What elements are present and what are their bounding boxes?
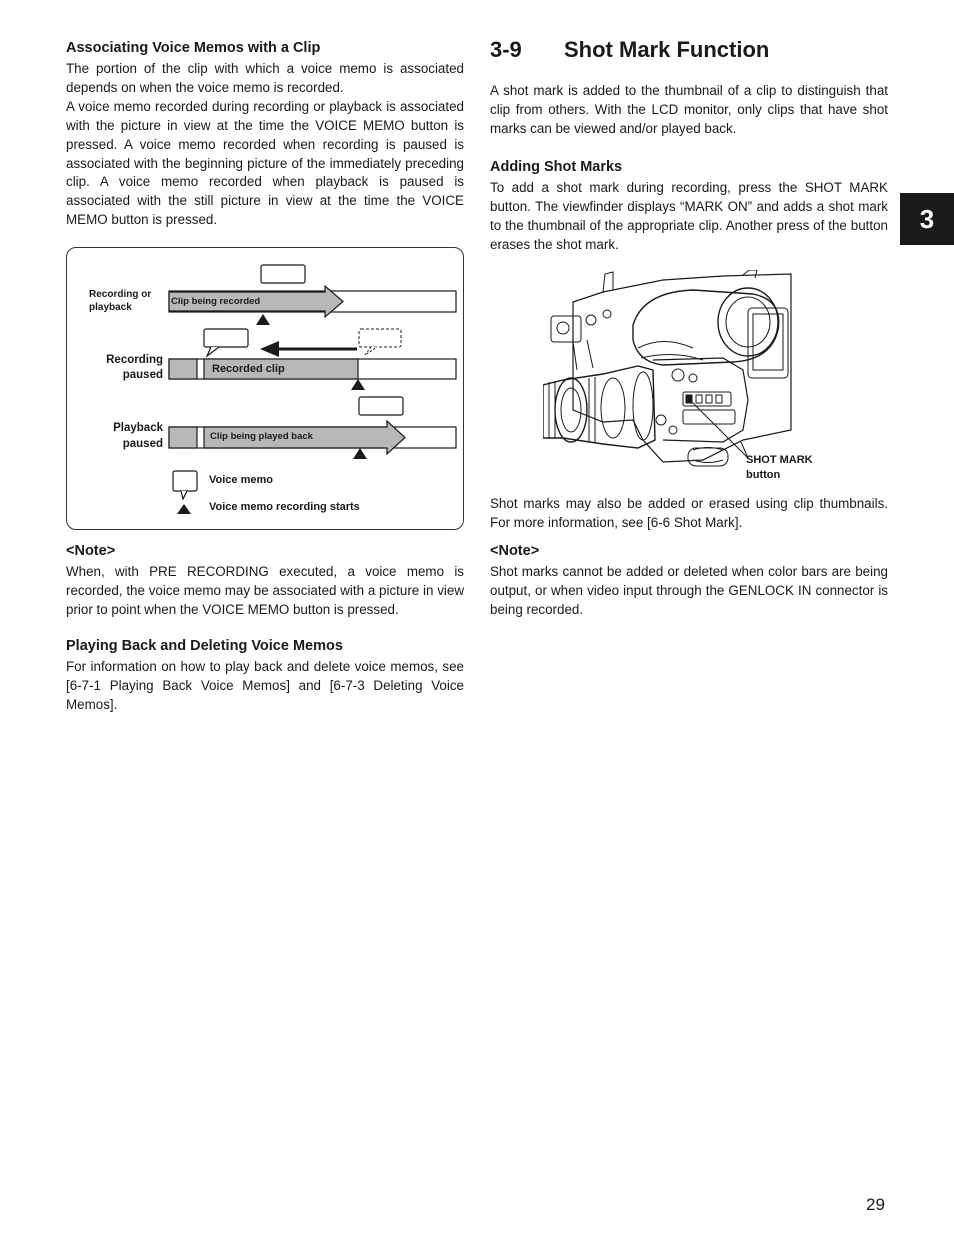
heading-associating: Associating Voice Memos with a Clip: [66, 40, 321, 56]
section-title: [490, 37, 888, 63]
section-title-text: Shot Mark Function: [564, 37, 770, 62]
page-number: 29: [866, 1195, 885, 1214]
row3-prev-clip: [169, 427, 197, 448]
row1-label-b: playback: [89, 302, 132, 313]
row2-back-arrow-head: [260, 341, 279, 357]
para-playback: For information on how to play back and delete voice memos, see [6-7-1 Playing Back Voice Memos] and [6-7-3 Deleting Voice Memos].: [66, 659, 464, 712]
row3-label-a: Playback: [113, 422, 163, 434]
note-heading-right: <Note>: [490, 543, 540, 559]
chapter-tab: 3: [900, 193, 954, 245]
callout-line-1: SHOT MARK: [746, 454, 813, 466]
legend-start-label: Voice memo recording starts: [209, 501, 360, 513]
row2-bar-label: Recorded clip: [212, 363, 285, 375]
row1-start-marker: [256, 314, 270, 325]
note-heading-left: <Note>: [66, 543, 116, 559]
heading-playback: Playing Back and Deleting Voice Memos: [66, 638, 343, 654]
left-playback-section: [66, 637, 464, 715]
para-thumbnails: Shot marks may also be added or erased using clip thumbnails. For more information, see [6-6 Shot Mark].: [490, 496, 888, 530]
right-note: [490, 542, 888, 620]
row1-bar-label: Clip being recorded: [171, 296, 261, 307]
callout-line-2: button: [746, 469, 781, 481]
row2-prev-clip: [169, 359, 197, 379]
legend-start-marker: [177, 504, 191, 514]
right-also: [490, 495, 888, 533]
legend-memo-tail: [181, 491, 187, 499]
legend-memo-label: Voice memo: [209, 474, 273, 486]
para-intro: A shot mark is added to the thumbnail of a clip to distinguish that clip from others. With the LCD monitor, only clips that have shot marks can be viewed and/or played back.: [490, 83, 888, 136]
left-column: [66, 39, 464, 230]
row2-memo-tail: [207, 347, 219, 356]
legend-memo-bubble: [173, 471, 197, 491]
para-associating-2: A voice memo recorded during recording or playback is associated with the picture in view at the time the VOICE MEMO button is pressed. A voice memo recorded when recording is paused is associated with the beginning picture of the immediately preceding clip. A voice memo recorded when playback is paused is associated with the still picture in view at the time the VOICE MEMO button is pressed.: [66, 98, 464, 228]
camera-illustration: [543, 270, 793, 482]
para-adding-shot-marks: To add a shot mark during recording, press the SHOT MARK button. The viewfinder displays “MARK ON” and adds a shot mark to the thumbnail of the appropriate clip. Another press of the button erases the shot mark.: [490, 180, 888, 252]
row1-memo-bubble: [261, 265, 305, 283]
row3-label-b: paused: [122, 438, 163, 450]
row3-memo-bubble: [359, 397, 403, 415]
note-text-left: When, with PRE RECORDING executed, a voice memo is recorded, the voice memo may be associated with a picture in view prior to point when the VOICE MEMO button is pressed.: [66, 564, 464, 617]
row2-label-b: paused: [122, 369, 163, 381]
adding-shot-marks-section: [490, 158, 888, 255]
para-associating-1: The portion of the clip with which a voice memo is associated depends on when the voice memo is recorded.: [66, 61, 464, 95]
row1-label-a: Recording or: [89, 289, 152, 300]
right-intro: [490, 82, 888, 139]
row3-start-marker: [353, 448, 367, 459]
left-note: [66, 542, 464, 620]
row2-ghost-memo-bubble: [359, 329, 401, 347]
row2-label-a: Recording: [106, 354, 163, 366]
voice-memo-diagram: [66, 247, 464, 530]
row3-bar-label: Clip being played back: [210, 431, 313, 442]
row2-start-marker: [351, 379, 365, 390]
note-text-right: Shot marks cannot be added or deleted when color bars are being output, or when video input through the GENLOCK IN connector is being recorded.: [490, 564, 888, 617]
shot-mark-callout: [746, 453, 846, 483]
heading-adding-shot-marks: Adding Shot Marks: [490, 159, 623, 175]
row2-memo-bubble: [204, 329, 248, 347]
row2-ghost-memo-tail: [365, 347, 377, 355]
section-number: 3-9: [490, 37, 522, 62]
